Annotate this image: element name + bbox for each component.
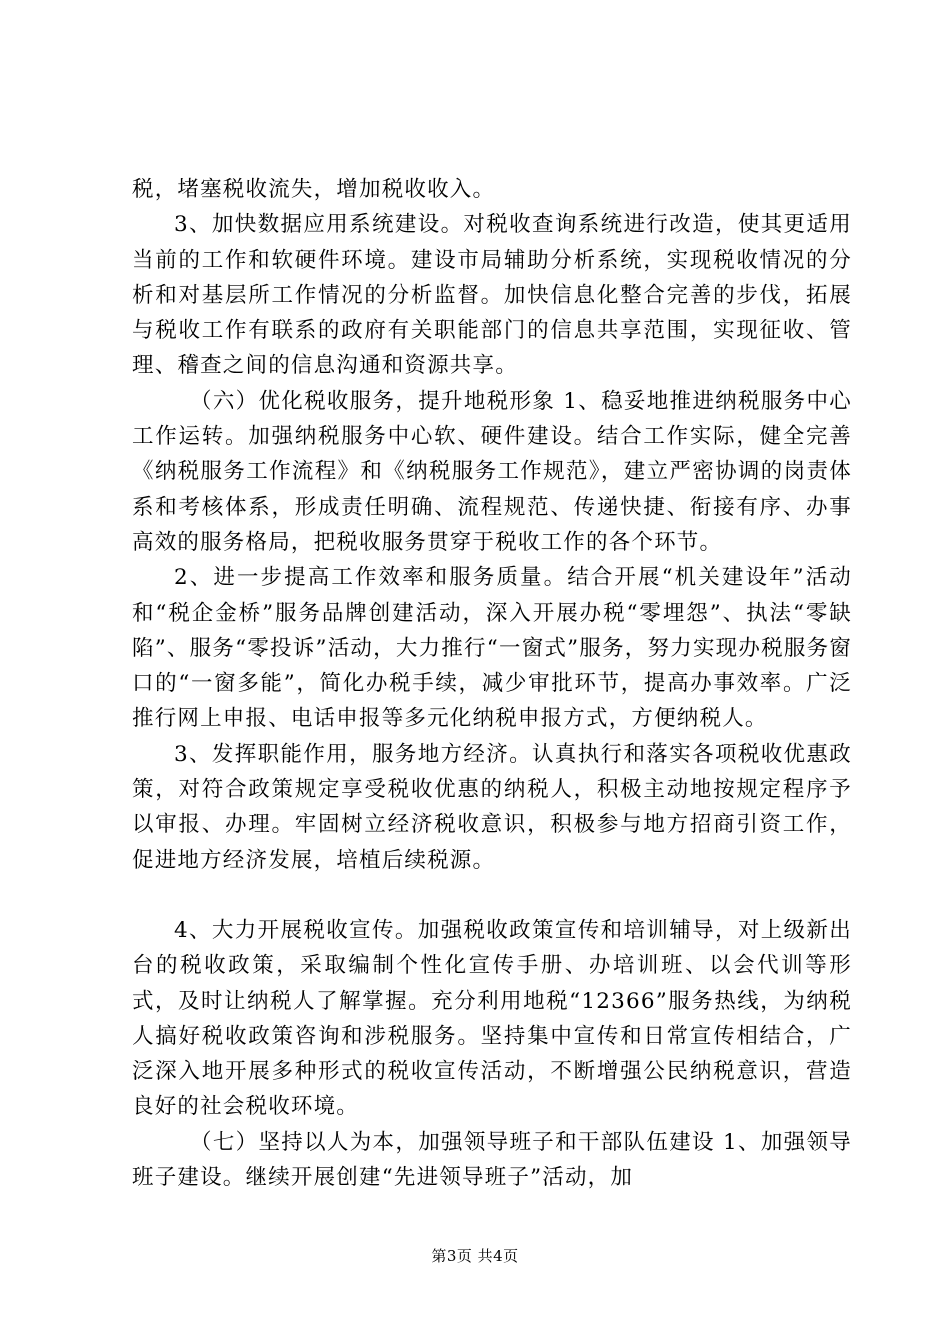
paragraph-section-6: （六）优化税收服务，提升地税形象 1、稳妥地推进纳税服务中心工作运转。加强纳税服务中心软、硬件建设。结合工作实际，健全完善《纳税服务工作流程》和《纳税服务工作规范》，建立严密协调的岗责体系和考核体系，形成责任明确、流程规范、传递快捷、衔接有序、办事高效的服务格局，把税收服务贯穿于税收工作的各个环节。 — [132, 388, 852, 555]
paragraph-tax-publicity: 4、大力开展税收宣传。加强税收政策宣传和培训辅导，对上级新出台的税收政策，采取编制个性化宣传手册、办培训班、以会代训等形式，及时让纳税人了解掌握。充分利用地税“12366”服务热线，为纳税人搞好税收政策咨询和涉税服务。坚持集中宣传和日常宣传相结合，广泛深入地开展多种形式的税收宣传活动，不断增强公民纳税意识，营造良好的社会税收环境。 — [132, 917, 852, 1120]
paragraph-section-7: （七）坚持以人为本，加强领导班子和干部队伍建设 1、加强领导班子建设。继续开展创建“先进领导班子”活动，加 — [132, 1129, 852, 1191]
paragraph-local-economy: 3、发挥职能作用，服务地方经济。认真执行和落实各项税收优惠政策，对符合政策规定享受税收优惠的纳税人，积极主动地按规定程序予以审报、办理。牢固树立经济税收意识，积极参与地方招商引资工作，促进地方经济发展，培植后续税源。 — [132, 741, 852, 873]
paragraph-continuation: 税，堵塞税收流失，增加税收收入。 — [132, 177, 496, 202]
paragraph-data-system: 3、加快数据应用系统建设。对税收查询系统进行改造，使其更适用当前的工作和软硬件环境。建设市局辅助分析系统，实现税收情况的分析和对基层所工作情况的分析监督。加快信息化整合完善的步伐，拓展与税收工作有联系的政府有关职能部门的信息共享范围，实现征收、管理、稽查之间的信息沟通和资源共享。 — [132, 212, 852, 379]
page-number-footer: 第3页 共4页 — [431, 1247, 519, 1265]
paragraph-efficiency: 2、进一步提高工作效率和服务质量。结合开展“机关建设年”活动和“税企金桥”服务品牌创建活动，深入开展办税“零埋怨”、执法“零缺陷”、服务“零投诉”活动，大力推行“一窗式”服务，努力实现办税服务窗口的“一窗多能”，简化办税手续，减少审批环节，提高办事效率。广泛推行网上申报、电话申报等多元化纳税申报方式，方便纳税人。 — [132, 565, 852, 732]
document-body — [132, 172, 852, 1195]
